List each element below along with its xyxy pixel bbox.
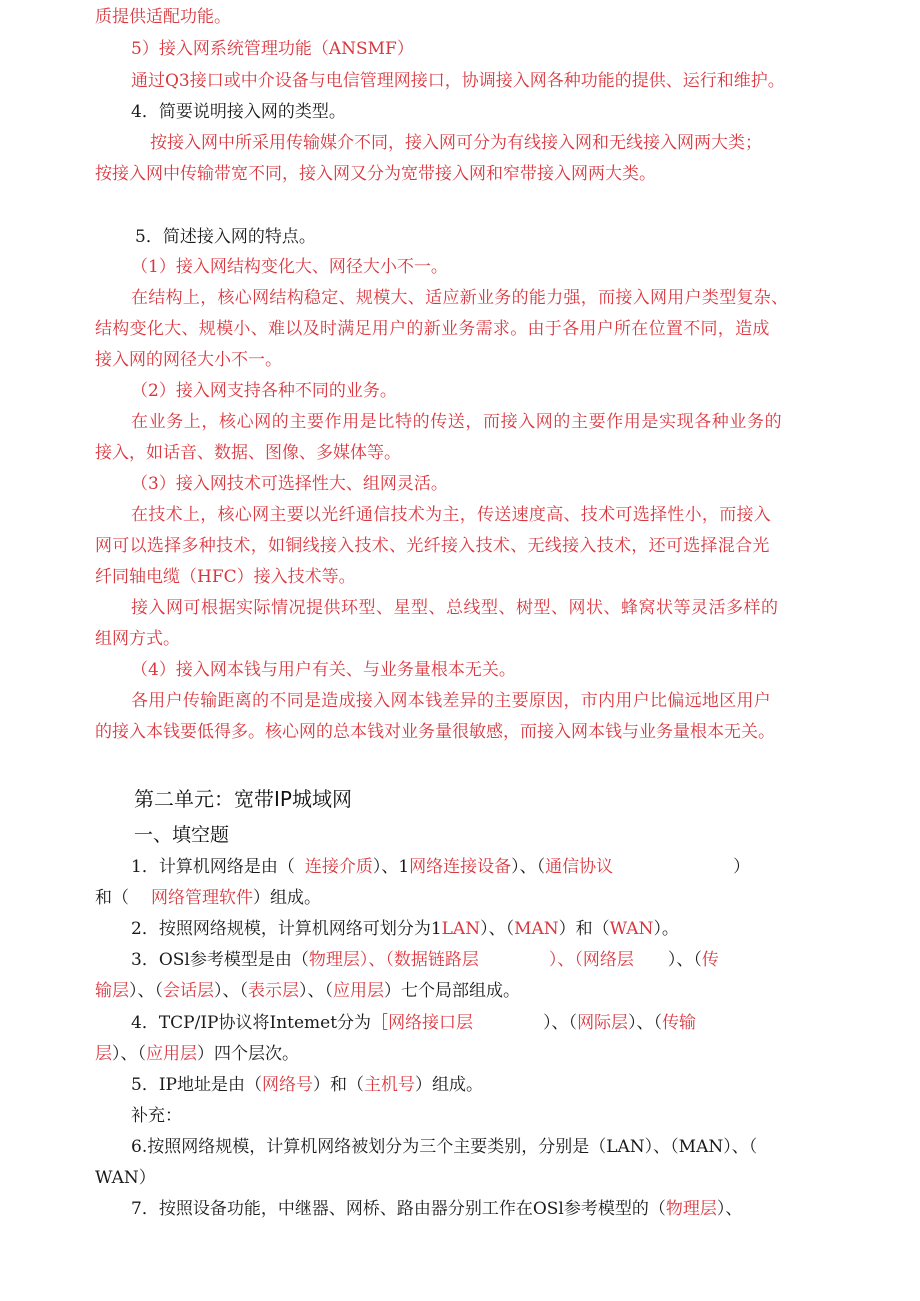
- fill-question: [131, 1074, 483, 1096]
- fill-question: [131, 1198, 742, 1220]
- question-text: 4．TCP/IP协议将Intemet分为［: [131, 1013, 389, 1033]
- fill-question: 6.按照网络规模，计算机网络被划分为三个主要类别，分别是（LAN）、（MAN）、（: [131, 1137, 758, 1157]
- fill-question: [95, 1043, 299, 1065]
- answer-line: 接入，如话音、数据、图像、多媒体等。: [95, 443, 401, 463]
- fill-question: [95, 887, 321, 909]
- fill-question: [131, 1012, 696, 1034]
- fill-question: [131, 918, 679, 940]
- answer-line: 按接入网中所采用传输媒介不同，接入网可分为有线接入网和无线接入网两大类；: [150, 133, 762, 153]
- question-text: ）四个层次。: [197, 1044, 299, 1064]
- question-text: ）。: [653, 919, 679, 939]
- answer-blank: 传: [701, 950, 719, 970]
- answer-line: 的接入本钱要低得多。核心网的总本钱对业务量很敏感，而接入网本钱与业务量根本无关。: [95, 722, 775, 742]
- answer-blank: 连接介质: [304, 857, 373, 877]
- answer-blank: 表示层: [248, 981, 299, 1001]
- answer-blank: 传输: [662, 1013, 697, 1033]
- answer-blank: 网络接口层: [388, 1013, 474, 1033]
- answer-blank: LAN: [441, 919, 481, 939]
- answer-point: （1）接入网结构变化大、网径大小不一。: [131, 257, 448, 277]
- answer-blank: 应用层: [146, 1044, 197, 1064]
- supplement-label: 补充：: [131, 1106, 182, 1126]
- section-title: 一、填空题: [134, 824, 230, 846]
- question-text: 5．IP地址是由（: [131, 1075, 262, 1095]
- answer-line: 纤同轴电缆（HFC）接入技术等。: [95, 567, 356, 587]
- text-line: 通过Q3接口或中介设备与电信管理网接口，协调接入网各种功能的提供、运行和维护。: [131, 71, 785, 91]
- answer-point: （2）接入网支持各种不同的业务。: [131, 381, 397, 401]
- question-text: ）、（: [548, 950, 583, 970]
- question-text: ）: [733, 857, 751, 877]
- question-text: ）和（: [312, 1075, 364, 1095]
- answer-blank: 会话层: [163, 981, 214, 1001]
- question-text: 7．按照设备功能，中继器、网桥、路由器分别工作在OSl参考模型的（: [131, 1199, 666, 1219]
- question-text: ）、（: [511, 857, 546, 877]
- question-text: 1．计算机网络是由（: [131, 857, 295, 877]
- question-text: ）七个局部组成。: [384, 981, 520, 1001]
- answer-line: 按接入网中传输带宽不同，接入网又分为宽带接入网和窄带接入网两大类。: [95, 164, 656, 184]
- question-text: ）、（: [112, 1044, 146, 1064]
- text-line: 质提供适配功能。: [95, 7, 231, 27]
- answer-line: 各用户传输距离的不同是造成接入网本钱差异的主要原因，市内用户比偏远地区用户: [131, 691, 772, 711]
- question-text: ）、（: [299, 981, 333, 1001]
- fill-question: [131, 856, 750, 878]
- question-text: ）、（: [667, 950, 702, 970]
- answer-blank: 网际层: [577, 1013, 629, 1033]
- answer-blank: 网络层: [582, 950, 634, 970]
- answer-line: 组网方式。: [95, 629, 180, 649]
- question-text: 2．按照网络规模，计算机网络可划分为1: [131, 919, 442, 939]
- answer-blank: 层: [95, 1044, 112, 1064]
- fill-question: [131, 949, 719, 971]
- answer-blank: 主机号: [363, 1075, 415, 1095]
- question-text: 3．OSl参考模型是由（: [131, 950, 309, 970]
- answer-blank: 网络号: [261, 1075, 313, 1095]
- question-text: ）、1: [372, 857, 410, 877]
- question-text: ）组成。: [253, 888, 321, 908]
- answer-line: 网可以选择多种技术，如铜线接入技术、光纤接入技术、无线接入技术，还可选择混合光: [95, 536, 770, 556]
- answer-blank: 应用层: [333, 981, 384, 1001]
- answer-blank: 物理层）、（数据链路层: [308, 950, 479, 970]
- question-text: ）、（: [543, 1013, 578, 1033]
- question-text: ）组成。: [414, 1075, 483, 1095]
- answer-line: 接入网的网径大小不一。: [95, 350, 282, 370]
- question-heading: 4．简要说明接入网的类型。: [131, 102, 346, 122]
- question-text: 和（: [95, 888, 129, 908]
- answer-point: （3）接入网技术可选择性大、组网灵活。: [131, 474, 448, 494]
- fill-question: WAN）: [95, 1168, 156, 1188]
- unit-title: 第二单元：宽带IP城域网: [134, 787, 352, 811]
- answer-blank: 网络管理软件: [151, 888, 253, 908]
- answer-line: 在技术上，核心网主要以光纤通信技术为主，传送速度高、技术可选择性小，而接入: [131, 505, 772, 525]
- question-heading: 5．简述接入网的特点。: [135, 227, 316, 247]
- question-text: ）、（: [129, 981, 163, 1001]
- answer-blank: MAN: [514, 919, 559, 939]
- subsection-heading: 5）接入网系统管理功能（ANSMF）: [131, 39, 414, 59]
- answer-blank: WAN: [609, 919, 654, 939]
- question-text: ）、（: [480, 919, 515, 939]
- answer-blank: 网络连接设备: [409, 857, 512, 877]
- answer-blank: 输层: [95, 981, 129, 1001]
- answer-blank: 物理层: [665, 1199, 717, 1219]
- answer-blank: 通信协议: [545, 857, 614, 877]
- question-text: ）、: [716, 1199, 743, 1219]
- question-text: ）、（: [214, 981, 248, 1001]
- answer-line: 在业务上，核心网的主要作用是比特的传送，而接入网的主要作用是实现各种业务的: [131, 412, 783, 432]
- answer-point: （4）接入网本钱与用户有关、与业务量根本无关。: [131, 660, 516, 680]
- answer-line: 结构变化大、规模小、难以及时满足用户的新业务需求。由于各用户所在位置不同，造成: [95, 319, 770, 339]
- fill-question: [95, 980, 520, 1002]
- question-text: ）和（: [558, 919, 610, 939]
- question-text: ）、（: [628, 1013, 663, 1033]
- answer-line: 在结构上，核心网结构稳定、规模大、适应新业务的能力强，而接入网用户类型复杂、: [131, 288, 789, 308]
- answer-line: 接入网可根据实际情况提供环型、星型、总线型、树型、网状、蜂窝状等灵活多样的: [131, 598, 779, 618]
